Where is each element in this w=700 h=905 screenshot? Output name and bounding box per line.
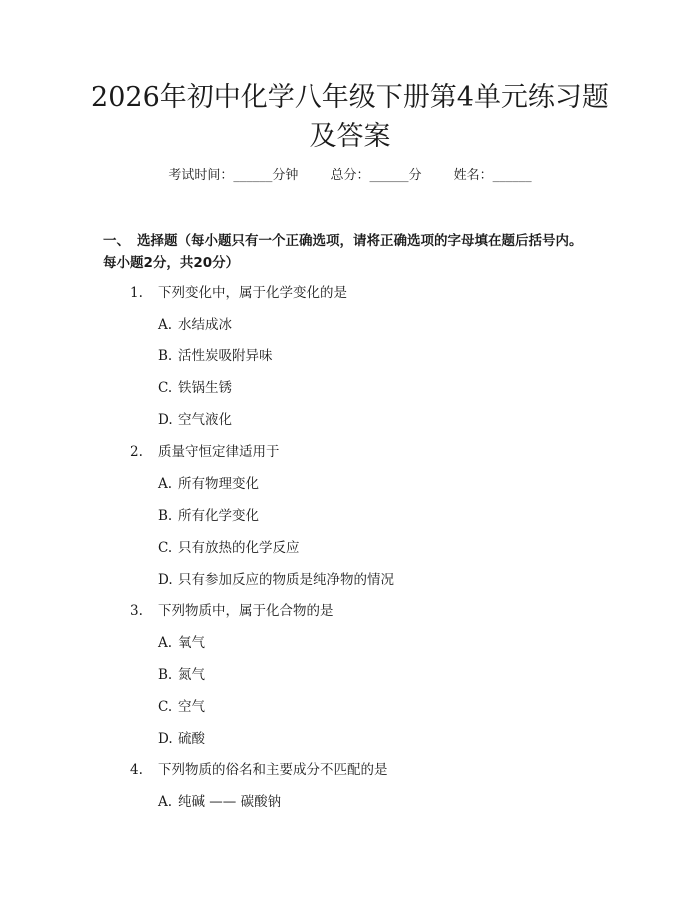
question-number: 3.	[130, 603, 143, 619]
option-text: 空气	[178, 699, 205, 715]
option-text: 所有物理变化	[178, 476, 259, 492]
option-letter: D.	[158, 412, 173, 428]
option-letter: C.	[158, 540, 173, 556]
option-letter: A.	[158, 794, 173, 810]
total-score-field: 总分：______分	[330, 168, 422, 183]
question-text: 下列变化中，属于化学变化的是	[158, 285, 347, 301]
question-1-option-c	[158, 378, 232, 398]
question-number: 1.	[130, 285, 143, 301]
option-text: 只有参加反应的物质是纯净物的情况	[178, 572, 394, 588]
question-3-option-b	[158, 665, 205, 685]
question-4-option-a	[158, 792, 281, 812]
exam-time-field: 考试时间：______分钟	[168, 168, 299, 183]
page-title-line2: 及答案	[309, 121, 391, 152]
option-text: 活性炭吸附异味	[178, 348, 273, 364]
question-text: 质量守恒定律适用于	[158, 444, 280, 460]
page-title-line1: 2026年初中化学八年级下册第4单元练习题	[91, 82, 609, 113]
section-heading	[103, 231, 623, 251]
question-number: 2.	[130, 444, 143, 460]
question-3-option-a	[158, 633, 205, 653]
option-text: 氧气	[178, 635, 205, 651]
question-2-option-b	[158, 506, 259, 526]
question-4	[130, 760, 388, 780]
question-text: 下列物质中，属于化合物的是	[158, 603, 334, 619]
exam-meta	[0, 166, 700, 186]
option-text: 只有放热的化学反应	[178, 540, 300, 556]
option-text: 铁锅生锈	[178, 380, 232, 396]
option-letter: A.	[158, 635, 173, 651]
option-letter: B.	[158, 348, 173, 364]
option-letter: A.	[158, 476, 173, 492]
section-number: 一、	[103, 233, 130, 249]
student-name-field: 姓名：______	[453, 168, 532, 183]
option-text: 水结成冰	[178, 317, 232, 333]
option-text: 氮气	[178, 667, 205, 683]
option-text: 空气液化	[178, 412, 232, 428]
option-letter: D.	[158, 731, 173, 747]
option-letter: A.	[158, 317, 173, 333]
question-2	[130, 442, 280, 462]
section-instructions-line2: 每小题2分，共20分）	[103, 255, 240, 271]
question-1-option-b	[158, 346, 273, 366]
option-text: 所有化学变化	[178, 508, 259, 524]
question-3	[130, 601, 334, 621]
question-1	[130, 283, 347, 303]
option-letter: C.	[158, 699, 173, 715]
section-heading-cont	[103, 253, 623, 273]
question-text: 下列物质的俗名和主要成分不匹配的是	[158, 762, 388, 778]
option-letter: C.	[158, 380, 173, 396]
option-letter: B.	[158, 508, 173, 524]
question-3-option-d	[158, 729, 205, 749]
section-instructions-line1: 选择题（每小题只有一个正确选项，请将正确选项的字母填在题后括号内。	[137, 233, 583, 249]
option-letter: D.	[158, 572, 173, 588]
question-3-option-c	[158, 697, 205, 717]
option-letter: B.	[158, 667, 173, 683]
question-1-option-a	[158, 315, 232, 335]
question-2-option-a	[158, 474, 259, 494]
question-2-option-c	[158, 538, 300, 558]
option-text: 纯碱 —— 碳酸钠	[178, 794, 282, 810]
question-number: 4.	[130, 762, 143, 778]
question-1-option-d	[158, 410, 232, 430]
option-text: 硫酸	[178, 731, 205, 747]
question-2-option-d	[158, 570, 394, 590]
